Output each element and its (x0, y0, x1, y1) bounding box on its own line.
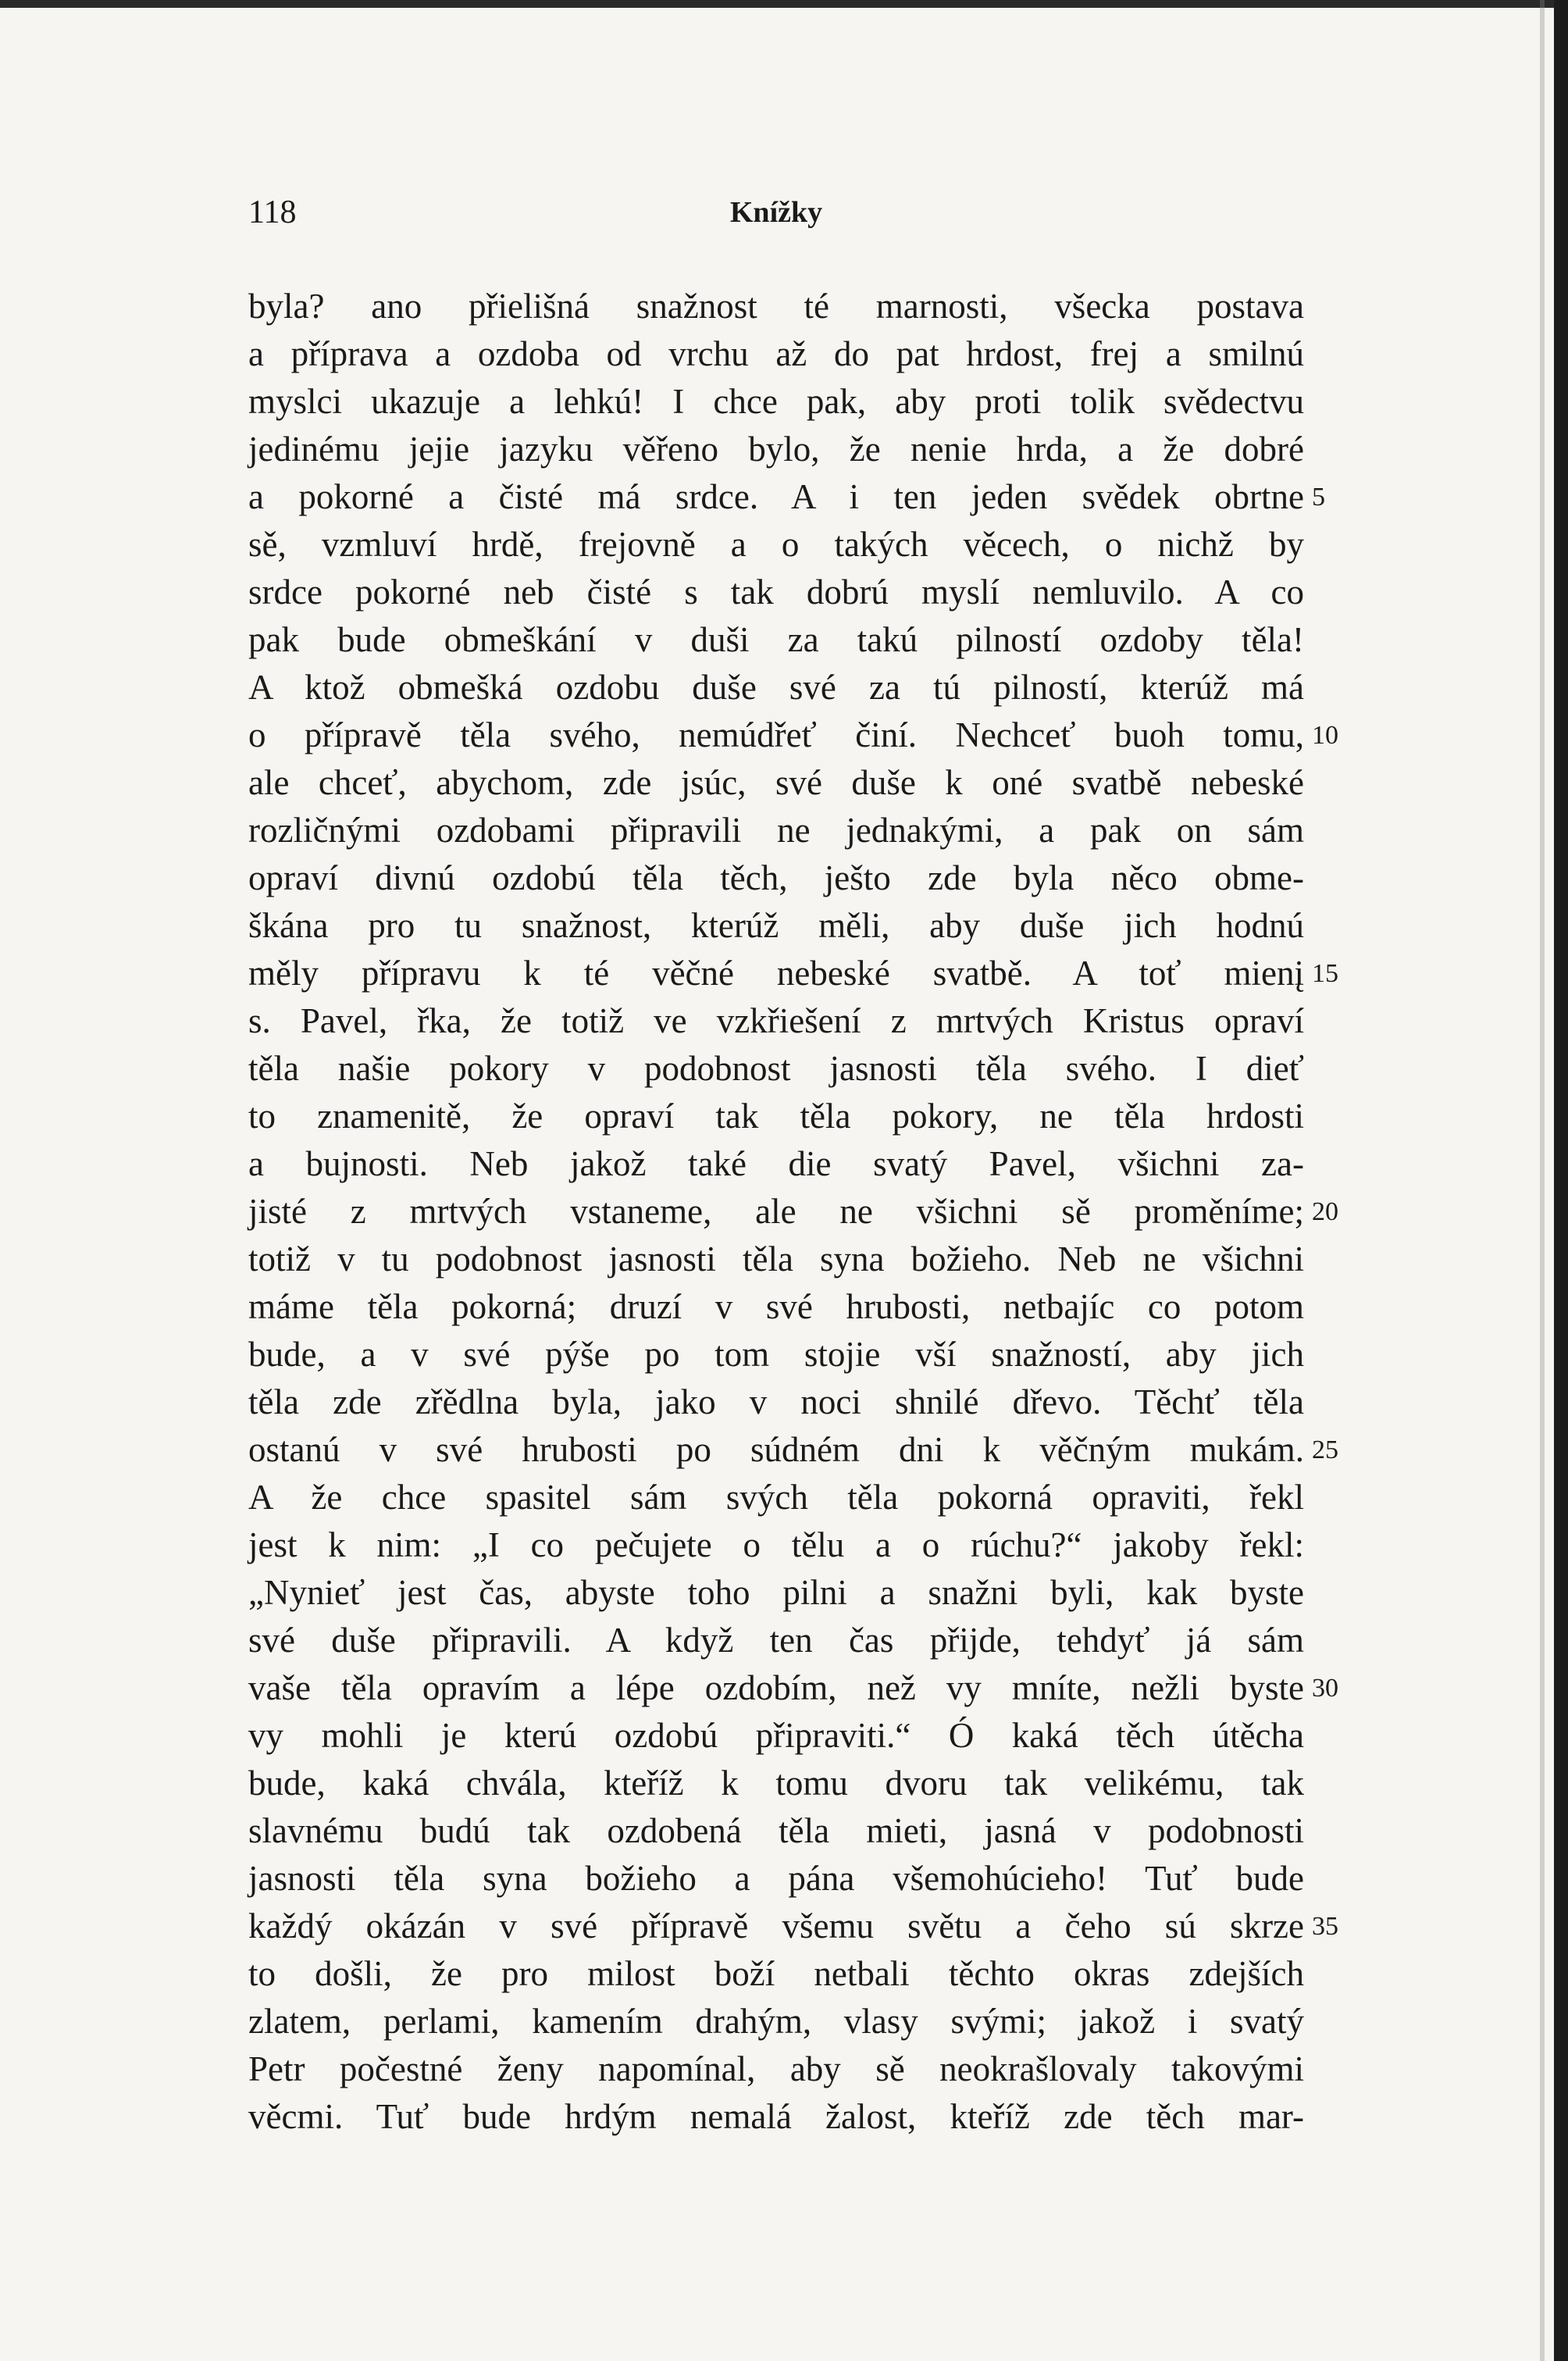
text-line: sě, vzmluví hrdě, frejovně a o takých věcech, o nichž by (248, 525, 1304, 564)
body-text (248, 283, 1304, 2141)
text-line: a příprava a ozdoba od vrchu až do pat hrdost, frej a smilnú (248, 334, 1304, 373)
text-line: opraví divnú ozdobú těla těch, ješto zde byla něco obme- (248, 858, 1304, 897)
text-line: Petr počestné ženy napomínal, aby sě neokrašlovaly takovými (248, 2049, 1304, 2088)
text-line: jisté z mrtvých vstaneme, ale ne všichni sě proměníme; (248, 1192, 1304, 1231)
text-line: myslci ukazuje a lehkú! I chce pak, aby proti tolik svědectvu (248, 382, 1304, 421)
line-number: 35 (1312, 1912, 1338, 1941)
text-line: bude, kaká chvála, kteříž k tomu dvoru tak velikému, tak (248, 1764, 1304, 1803)
line-number: 30 (1312, 1674, 1338, 1703)
text-line: byla? ano přielišná snažnost té marnosti, všecka postava (248, 287, 1304, 326)
text-line: ale chceť, abychom, zde jsúc, své duše k oné svatbě nebeské (248, 763, 1304, 802)
text-line: zlatem, perlami, kamením drahým, vlasy svými; jakož i svatý (248, 2002, 1304, 2041)
text-line: jasnosti těla syna božieho a pána všemohúcieho! Tuť bude (248, 1859, 1304, 1898)
running-title: Knížky (729, 196, 823, 229)
text-line: o přípravě těla svého, nemúdřeť činí. Nechceť buoh tomu, (248, 715, 1304, 754)
text-line: každý okázán v své přípravě všemu světu a čeho sú skrze (248, 1906, 1304, 1946)
line-number: 25 (1312, 1436, 1338, 1464)
line-number: 10 (1312, 721, 1338, 750)
text-line: totiž v tu podobnost jasnosti těla syna božieho. Neb ne všichni (248, 1239, 1304, 1279)
text-line: své duše připravili. A když ten čas přijde, tehdyť já sám (248, 1621, 1304, 1660)
scan-shadow (1540, 0, 1545, 2361)
text-line: A že chce spasitel sám svých těla pokorná opraviti, řekl (248, 1478, 1304, 1517)
page-number: 118 (248, 194, 297, 230)
scan-edge-top (0, 0, 1568, 8)
text-line: bude, a v své pýše po tom stojie vší snažností, aby jich (248, 1335, 1304, 1374)
text-line: a bujnosti. Neb jakož také die svatý Pavel, všichni za- (248, 1144, 1304, 1183)
text-line: pak bude obmeškání v duši za takú pilností ozdoby těla! (248, 620, 1304, 659)
text-line: jest k nim: „I co pečujete o tělu a o rúchu?“ jakoby řekl: (248, 1525, 1304, 1564)
line-number: 5 (1312, 483, 1325, 512)
text-line: s. Pavel, řka, že totiž ve vzkřiešení z mrtvých Kristus opraví (248, 1001, 1304, 1040)
text-line: rozličnými ozdobami připravili ne jednakými, a pak on sám (248, 811, 1304, 850)
text-line: srdce pokorné neb čisté s tak dobrú myslí nemluvilo. A co (248, 572, 1304, 612)
text-line: těla našie pokory v podobnost jasnosti těla svého. I dieť (248, 1049, 1304, 1088)
text-line: ostanú v své hrubosti po súdném dni k věčným mukám. (248, 1430, 1304, 1469)
text-line: A ktož obmešká ozdobu duše své za tú pilností, kterúž má (248, 668, 1304, 707)
text-line: to znamenitě, že opraví tak těla pokory, ne těla hrdosti (248, 1097, 1304, 1136)
text-line: vaše těla opravím a lépe ozdobím, než vy mníte, nežli byste (248, 1668, 1304, 1707)
text-line: a pokorné a čisté má srdce. A i ten jeden svědek obrtne (248, 477, 1304, 516)
text-line: „Nynieť jest čas, abyste toho pilni a snažni byli, kak byste (248, 1573, 1304, 1612)
text-line: vy mohli je kterú ozdobú připraviti.“ Ó kaká těch útěcha (248, 1716, 1304, 1755)
text-line: máme těla pokorná; druzí v své hrubosti, netbajíc co potom (248, 1287, 1304, 1326)
line-number: 15 (1312, 959, 1338, 988)
line-number: 20 (1312, 1197, 1338, 1226)
text-line: to došli, že pro milost boží netbali těchto okras zdejších (248, 1954, 1304, 1993)
text-line: měly přípravu k té věčné nebeské svatbě. A toť mienį (248, 954, 1304, 993)
text-line: těla zde zřědlna byla, jako v noci shnilé dřevo. Těchť těla (248, 1382, 1304, 1421)
text-line: slavnému budú tak ozdobená těla mieti, jasná v podobnosti (248, 1811, 1304, 1850)
page-header (248, 189, 1304, 236)
scan-edge-right (1554, 0, 1568, 2361)
text-line: věcmi. Tuť bude hrdým nemalá žalost, kteříž zde těch mar- (248, 2097, 1304, 2136)
text-line: škána pro tu snažnost, kterúž měli, aby duše jich hodnú (248, 906, 1304, 945)
text-line: jedinému jejie jazyku věřeno bylo, že nenie hrda, a že dobré (248, 430, 1304, 469)
